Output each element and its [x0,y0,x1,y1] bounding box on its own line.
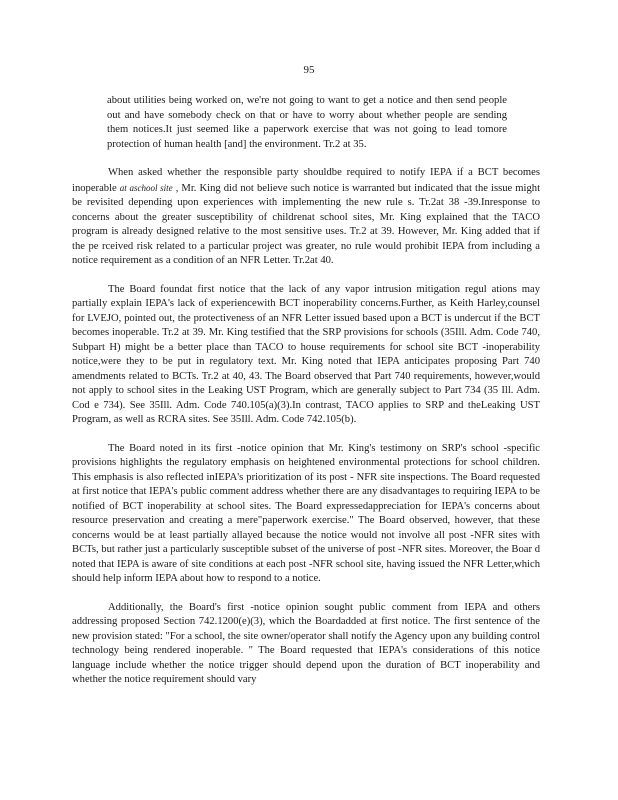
body-text [72,94,540,688]
paragraph-4: Additionally, the Board's first -notice opinion sought public comment from IEPA and others addressing proposed Section 742.1200(e)(3), which the Boardadded at first notice. The first sentence of the new provision stated: "For a school, the site owner/operator shall notify the Agency upon any building control technology being rendered inoperable. " The Board requested that IEPA's considerations of this notice language include whether the notice trigger should depend upon the duration of BCT inoperability and whether the notice requirement should vary [72,601,540,685]
page-number: 95 [303,64,315,76]
paragraph-1-start: When asked whether the responsible party shouldbe required to notify IEPA if a BCT becomes inoperable [72,167,540,194]
paragraph-2: The Board foundat first notice that the lack of any vapor intrusion mitigation regul ations may partially explain IEPA's lack of experiencewith BCT inoperability concerns.Further, as Keith Harley,counsel for LVEJO, pointed out, the protectiveness of an NFR Letter issued based upon a BCT is undercut if the BCT becomes inoperable. Tr.2 at 39. Mr. King testified that the SRP provisions for schools (35Ill. Adm. Code 740, Subpart H) might be a better place than TACO to house requirements for school site BCT -inoperability notice,were they to be put in regulatory text. Mr. King noted that IEPA anticipates proposing Part 740 amendments related to BCTs. Tr.2 at 40, 43. The Board observed that Part 740 requirements, however,would not apply to school sites in the Leaking UST Program, which are generally subject to Part 734 (35 Ill. Adm. Cod e 734). See 35Ill. Adm. Code 740.105(a)(3).In contrast, TACO applies to SRP and theLeaking UST Program, as well as RCRA sites. See 35Ill. Adm. Code 742.105(b). [72,283,540,425]
block-quote: about utilities being worked on, we're not going to want to get a notice and then send people out and have somebody check on that or have to worry about whether people are sending them notices.It just seemed like a paperwork exercise that was not going to lead tomore protection of human health [and] the environment. Tr.2 at 35. [107,95,507,150]
paragraph-3: The Board noted in its first -notice opinion that Mr. King's testimony on SRP's school -specific provisions highlights the regulatory emphasis on heightened environmental protections for school children. This emphasis is also reflected inIEPA's prioritization of its post - NFR site inspections. The Board requested at first notice that IEPA's public comment address whether there are any disadvantages to requiring IEPA to be notified of BCT inoperability at school sites. The Board expressedappreciation for IEPA's concerns about resource preservation and creating a mere"paperwork exercise." The Board observed, however, that these concerns would be at least partially allayed because the notice would not involve all post -NFR sites with BCTs, but rather just a particularly susceptible subset of the universe of post -NFR sites. Moreover, the Boar d noted that IEPA is aware of site conditions at each post -NFR school site, having issued the NFR Letter,which should help inform IEPA about how to respond to a notice. [72,442,541,584]
paragraph-1-end: , Mr. King did not believe such notice is warranted but indicated that the issue might be revisited depending upon experiences with implementing the new rule s. Tr.2at 38 -39.Inresponse to concerns about the greater susceptibility of childrenat school sites, Mr. King explained that the TACO program is already designed relative to the most sensitive uses. Tr.2 at 39. However, Mr. King added that if the pe rceived risk related to a particular project was greater, no rule would prohibit IEPA from including a notice requirement as a condition of an NFR Letter. Tr.2at 40. [72,182,541,266]
paragraph-1 [72,166,540,269]
paragraph-1-italic: at aschool site [119,182,173,193]
